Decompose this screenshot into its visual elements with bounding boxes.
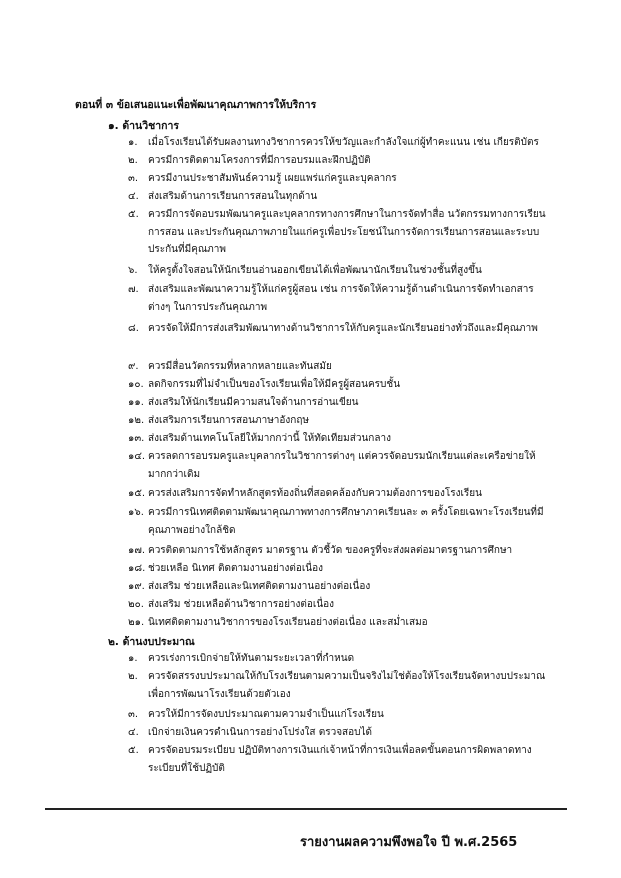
item-number: ๑๔. (128, 451, 146, 462)
item-number: ๕. (128, 209, 139, 220)
list-item (128, 152, 548, 170)
footer-report-title: รายงานผลความพึงพอใจ ปี พ.ศ.2565 (300, 835, 518, 850)
item-number: ๑. (128, 653, 138, 664)
item-number: ๒๑. (128, 617, 145, 628)
item-number: ๑๖. (128, 507, 144, 518)
item-text: ควรส่งเสริมการจัดทำหลักสูตรท้องถิ่นที่สอดคล้องกับความต้องการของโรงเรียน (148, 488, 482, 499)
list-item (128, 394, 548, 412)
item-text: ควรลดการอบรมครูและบุคลากรในวิชาการต่างๆ แต่ควรจัดอบรมนักเรียนแต่ละเครือข่ายให้มากกว่าเดิม (148, 451, 536, 480)
list-item (128, 650, 548, 668)
item-text: ส่งเสริมการเรียนการสอนภาษาอังกฤษ (148, 415, 309, 426)
item-number: ๒๐. (128, 599, 144, 610)
item-text: ส่งเสริม ช่วยเหลือด้านวิชาการอย่างต่อเนื่อง (148, 599, 335, 610)
item-text: เบิกจ่ายเงินควรดำเนินการอย่างโปร่งใส ตรวจสอบได้ (148, 727, 373, 738)
list-item (128, 430, 548, 448)
list-item (128, 724, 548, 742)
item-text: ควรมีการจัดอบรมพัฒนาครูและบุคลากรทางการศึกษาในการจัดทำสื่อ นวัตกรรมทางการเรียนการสอน และประกันคุณภาพภายในแก่ครูเพื่อประโยชน์ในการจัดการเรียนการสอนและระบบประกันที่มีคุณภาพ (148, 209, 546, 255)
list-item (128, 578, 548, 596)
section-title-text: ด้านงบประมาณ (122, 636, 195, 648)
item-number: ๑๘. (128, 563, 146, 574)
item-number: ๖. (128, 265, 138, 276)
list-item (128, 542, 548, 560)
item-text: ส่งเสริมด้านการเรียนการสอนในทุกด้าน (148, 191, 318, 202)
item-number: ๑. (128, 137, 138, 148)
item-text: นิเทศติดตามงานวิชาการของโรงเรียนอย่างต่อเนื่อง และสม่ำเสมอ (148, 617, 428, 628)
section-budget-title (108, 633, 195, 650)
list-item (128, 448, 548, 483)
item-number: ๑๓. (128, 433, 145, 444)
list-item (128, 358, 548, 376)
list-item (128, 281, 548, 316)
item-text: ลดกิจกรรมที่ไม่จำเป็นของโรงเรียนเพื่อให้มีครูผู้สอนครบชั้น (148, 379, 401, 390)
item-text: ควรจัดสรรงบประมาณให้กับโรงเรียนตามความเป็นจริงไม่ใช่ต้องให้โรงเรียนจัดหางบประมาณเพื่อการพัฒนาโรงเรียนด้วยตัวเอง (148, 671, 546, 700)
list-item (128, 560, 548, 578)
item-number: ๙. (128, 361, 139, 372)
item-number: ๕. (128, 745, 139, 756)
item-text: ควรมีการติดตามโครงการที่มีการอบรมและฝึกปฏิบัติ (148, 155, 371, 166)
item-number: ๑๐. (128, 379, 144, 390)
item-number: ๓. (128, 173, 139, 184)
item-number: ๓. (128, 709, 139, 720)
list-item (128, 412, 548, 430)
item-text: ควรเร่งการเบิกจ่ายให้ทันตามระยะเวลาที่กำหนด (148, 653, 355, 664)
section-title-text: ด้านวิชาการ (122, 120, 180, 132)
list-item (128, 262, 548, 280)
item-number: ๗. (128, 284, 139, 295)
item-text: ควรให้มีการจัดงบประมาณตามความจำเป็นแก่โรงเรียน (148, 709, 384, 720)
item-number: ๒. (128, 671, 138, 682)
section-number: ๒. (108, 636, 119, 648)
item-text: ให้ครูตั้งใจสอนให้นักเรียนอ่านออกเขียนได้เพื่อพัฒนานักเรียนในช่วงชั้นที่สูงขึ้น (148, 265, 482, 276)
list-item (128, 320, 558, 338)
list-item (128, 742, 548, 777)
part-heading: ตอนที่ ๓ ข้อเสนอแนะเพื่อพัฒนาคุณภาพการให้บริการ (75, 99, 317, 111)
item-number: ๑๕. (128, 488, 146, 499)
list-item (128, 485, 548, 503)
item-number: ๒. (128, 155, 138, 166)
list-item (128, 706, 548, 724)
item-number: ๑๑. (128, 397, 144, 408)
section-number: ๑. (108, 120, 119, 132)
item-text: ควรจัดอบรมระเบียบ ปฏิบัติทางการเงินแก่เจ้าหน้าที่การเงินเพื่อลดขั้นตอนการผิดพลาดทางระเบียบที่ใช้ปฏิบัติ (148, 745, 532, 774)
item-number: ๑๒. (128, 415, 145, 426)
item-text: ควรจัดให้มีการส่งเสริมพัฒนาทางด้านวิชาการให้กับครูและนักเรียนอย่างทั่วถึงและมีคุณภาพ (148, 323, 538, 334)
item-text: ส่งเสริมและพัฒนาความรู้ให้แก่ครูผู้สอน เช่น การจัดให้ความรู้ด้านดำเนินการจัดทำเอกสารต่างๆ ในการประกันคุณภาพ (148, 284, 534, 313)
list-item (128, 596, 548, 614)
list-item (128, 504, 548, 539)
list-item (128, 614, 548, 632)
item-number: ๑๙. (128, 581, 145, 592)
item-number: ๑๗. (128, 545, 146, 556)
item-text: เมื่อโรงเรียนได้รับผลงานทางวิชาการควรให้ขวัญและกำลังใจแก่ผู้ทำคะแนน เช่น เกียรติบัตร (148, 137, 539, 148)
item-text: ส่งเสริมให้นักเรียนมีความสนใจด้านการอ่านเขียน (148, 397, 359, 408)
list-item (128, 668, 548, 703)
list-item (128, 134, 548, 152)
item-text: ควรมีงานประชาสัมพันธ์ความรู้ เผยแพร่แก่ครูและบุคลากร (148, 173, 397, 184)
item-text: ควรมีสื่อนวัตกรรมที่หลากหลายและทันสมัย (148, 361, 332, 372)
item-text: ส่งเสริม ช่วยเหลือและนิเทศติดตามงานอย่างต่อเนื่อง (148, 581, 371, 592)
footer-divider (45, 808, 567, 810)
list-item (128, 376, 548, 394)
item-text: ส่งเสริมด้านเทคโนโลยีให้มากกว่านี้ ให้ทัดเทียมส่วนกลาง (148, 433, 391, 444)
item-number: ๔. (128, 191, 139, 202)
item-text: ช่วยเหลือ นิเทศ ติดตามงานอย่างต่อเนื่อง (148, 563, 323, 574)
list-item (128, 188, 548, 206)
item-number: ๘. (128, 323, 139, 334)
item-number: ๔. (128, 727, 139, 738)
section-academic-title (108, 117, 179, 134)
item-text: ควรติดตามการใช้หลักสูตร มาตรฐาน ตัวชี้วัด ของครูที่จะส่งผลต่อมาตรฐานการศึกษา (148, 545, 513, 556)
list-item (128, 206, 548, 259)
item-text: ควรมีการนิเทศติดตามพัฒนาคุณภาพทางการศึกษาภาคเรียนละ ๓ ครั้งโดยเฉพาะโรงเรียนที่มีคุณภาพอย่างใกล้ชิด (148, 507, 544, 536)
list-item (128, 170, 548, 188)
